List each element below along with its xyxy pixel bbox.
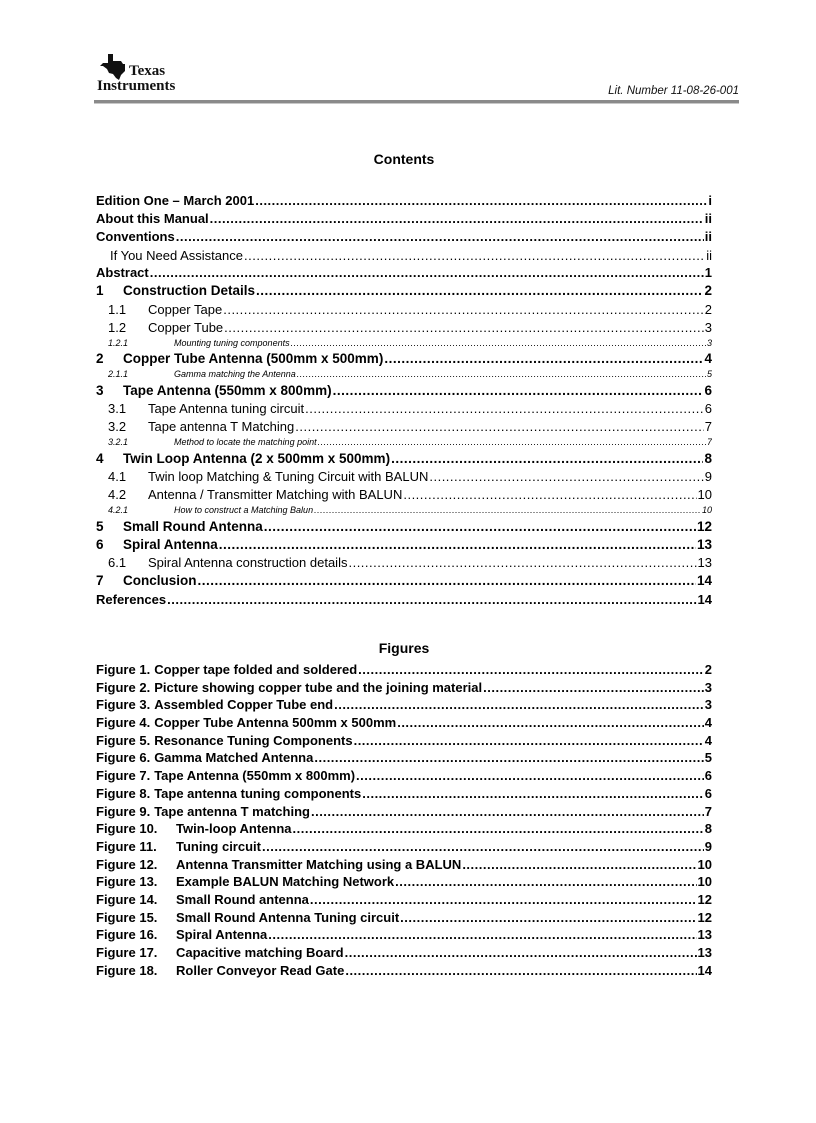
figure-entry-title: Copper tape folded and soldered <box>154 662 358 677</box>
figure-entry-number: Figure 4. <box>96 715 151 731</box>
toc-entry[interactable] <box>96 265 712 283</box>
toc-entry-title: Conclusion <box>123 573 197 589</box>
figure-leader-dots <box>400 910 696 925</box>
toc-entry-title: Copper Tube Antenna (500mm x 500mm) <box>123 351 384 367</box>
figure-entry[interactable] <box>96 697 712 715</box>
figure-entry-page: 13 <box>697 945 712 960</box>
figure-entry[interactable] <box>96 892 712 910</box>
toc-entry[interactable] <box>96 437 712 450</box>
figure-entry-title: Gamma Matched Antenna <box>154 750 314 766</box>
figure-leader-dots <box>262 839 704 854</box>
toc-entry-page: 6 <box>704 401 712 417</box>
toc-entry-page: ii <box>704 229 712 245</box>
toc-entry[interactable] <box>96 369 712 382</box>
toc-entry-title: About this Manual <box>96 211 209 227</box>
figure-entry-title: Spiral Antenna <box>176 927 268 943</box>
logo-text-texas: Texas <box>129 63 166 79</box>
figure-entry-page: 12 <box>697 891 712 907</box>
figure-entry-page: 6 <box>704 785 712 801</box>
figure-entry-number: Figure 18. <box>96 962 158 978</box>
toc-entry-number: 1 <box>96 283 104 299</box>
figure-entry-title: Example BALUN Matching Network <box>176 874 395 890</box>
toc-entry[interactable] <box>96 211 712 229</box>
toc-entry-title: Tape Antenna (550mm x 800mm) <box>123 382 332 398</box>
logo-text-instruments: Instruments <box>97 78 176 94</box>
toc-entry-number: 4.2 <box>108 487 127 503</box>
toc-leader-dots <box>244 248 705 263</box>
figure-entry-page: 4 <box>704 715 712 731</box>
figure-leader-dots <box>314 750 703 765</box>
figure-leader-dots <box>483 680 704 695</box>
lit-number: Lit. Number 11-08-26-001 <box>608 85 739 97</box>
toc-entry-number: 7 <box>96 573 104 589</box>
toc-entry-number: 5 <box>96 518 104 534</box>
toc-entry-title: Construction Details <box>123 283 256 299</box>
toc-entry-title: Tape antenna T Matching <box>148 419 295 435</box>
texas-instruments-logo <box>94 52 254 96</box>
figure-entry[interactable] <box>96 839 712 857</box>
toc-entry[interactable] <box>96 193 712 211</box>
toc-entry-page: 13 <box>696 536 712 552</box>
figure-entry-title: Roller Conveyor Read Gate <box>176 962 345 978</box>
toc-leader-dots <box>291 338 706 348</box>
toc-entry[interactable] <box>96 419 712 437</box>
figure-entry-page: 3 <box>704 697 712 713</box>
figure-entry-title: Small Round antenna <box>176 891 309 907</box>
toc-entry-number: 1.1 <box>108 301 127 317</box>
figure-leader-dots <box>293 821 704 836</box>
toc-entry[interactable] <box>96 555 712 573</box>
toc-leader-dots <box>210 211 704 226</box>
toc-entry-title: Method to locate the matching point <box>174 437 317 448</box>
figure-leader-dots <box>345 963 696 978</box>
toc-entry[interactable] <box>96 505 712 518</box>
figure-entry-title: Antenna Transmitter Matching using a BALUN <box>176 856 462 872</box>
toc-leader-dots <box>333 383 704 398</box>
toc-entry-number: 4.2.1 <box>108 505 129 516</box>
toc-leader-dots <box>384 351 703 366</box>
figure-entry-number: Figure 12. <box>96 856 158 872</box>
figure-entry-page: 3 <box>704 679 712 695</box>
figure-entry[interactable] <box>96 910 712 928</box>
figure-entry-page: 13 <box>697 927 712 943</box>
figure-entry[interactable] <box>96 927 712 945</box>
figure-entry-title: Tuning circuit <box>176 838 261 854</box>
toc-entry[interactable] <box>96 229 712 247</box>
figure-leader-dots <box>395 874 696 889</box>
toc-leader-dots <box>198 573 696 588</box>
toc-entry-title: Copper Tube <box>148 319 224 335</box>
toc-leader-dots <box>167 592 696 607</box>
toc-entry-page: ii <box>706 247 712 263</box>
toc-entry-number: 2.1.1 <box>108 369 129 380</box>
figure-leader-dots <box>310 892 697 907</box>
toc-entry-page: i <box>708 193 712 208</box>
toc-entry-page: 10 <box>701 505 712 516</box>
toc-entry[interactable] <box>96 248 712 266</box>
figure-entry-number: Figure 15. <box>96 909 158 925</box>
figure-entry[interactable] <box>96 963 712 981</box>
toc-leader-dots <box>348 555 696 570</box>
figure-entry-number: Figure 17. <box>96 945 158 960</box>
figure-entry-number: Figure 9. <box>96 803 151 819</box>
toc-leader-dots <box>429 469 703 484</box>
toc-leader-dots <box>314 505 701 515</box>
toc-entry-number: 2 <box>96 351 104 367</box>
toc-entry[interactable] <box>96 383 712 401</box>
figure-entry[interactable] <box>96 733 712 751</box>
toc-entry-page: ii <box>704 211 712 227</box>
figure-entry[interactable] <box>96 804 712 822</box>
toc-entry-number: 3 <box>96 382 104 398</box>
toc-entry-title: How to construct a Matching Balun <box>174 505 314 516</box>
toc-entry-title: Copper Tape <box>148 301 223 317</box>
toc-entry[interactable] <box>96 351 712 369</box>
figure-entry-page: 10 <box>697 856 712 872</box>
toc-entry-title: Twin Loop Antenna (2 x 500mm x 500mm) <box>123 450 391 466</box>
toc-entry-number: 3.2.1 <box>108 437 129 448</box>
figure-leader-dots <box>397 715 704 730</box>
toc-entry[interactable] <box>96 469 712 487</box>
figure-entry[interactable] <box>96 786 712 804</box>
figure-leader-dots <box>268 927 696 942</box>
figure-leader-dots <box>334 697 704 712</box>
toc-entry-page: 4 <box>704 351 712 367</box>
toc-entry-page: 7 <box>706 437 712 448</box>
figure-entry-page: 14 <box>697 962 712 978</box>
figure-entry[interactable] <box>96 715 712 733</box>
toc-entry[interactable] <box>96 592 712 610</box>
toc-entry-title: Spiral Antenna construction details <box>148 555 348 571</box>
toc-entry-page: 5 <box>706 369 712 380</box>
figure-leader-dots <box>462 857 696 872</box>
toc-leader-dots <box>256 283 703 298</box>
toc-entry-page: 8 <box>704 450 712 466</box>
toc-leader-dots <box>224 320 704 335</box>
figure-entry-title: Small Round Antenna Tuning circuit <box>176 909 400 925</box>
toc-entry-page: 14 <box>697 591 712 607</box>
toc-leader-dots <box>295 419 704 434</box>
figure-entry-page: 8 <box>704 821 712 837</box>
toc-entry-number: 4 <box>96 450 104 466</box>
figure-leader-dots <box>358 662 704 677</box>
toc-entry-title: Gamma matching the Antenna <box>174 369 296 380</box>
figure-entry[interactable] <box>96 750 712 768</box>
toc-entry-number: 3.1 <box>108 401 127 417</box>
figure-entry-page: 9 <box>704 838 712 854</box>
toc-entry-page: 12 <box>696 518 712 534</box>
toc-entry-title: Antenna / Transmitter Matching with BALUN <box>148 487 403 503</box>
toc-entry-page: 3 <box>706 337 712 348</box>
toc-leader-dots <box>297 369 706 379</box>
header-rule <box>94 100 739 104</box>
figure-leader-dots <box>354 733 704 748</box>
figure-entry-page: 12 <box>697 909 712 925</box>
toc-entry-page: 14 <box>696 573 712 589</box>
toc-entry-title: Mounting tuning components <box>174 337 290 348</box>
figure-entry-number: Figure 1. <box>96 662 151 677</box>
figure-leader-dots <box>345 945 697 960</box>
toc-entry-page: 1 <box>704 265 712 281</box>
toc-entry-number: 1.2 <box>108 319 127 335</box>
toc-entry[interactable] <box>96 487 712 505</box>
toc-entry-title: Edition One – March 2001 <box>96 193 255 208</box>
figure-entry[interactable] <box>96 945 712 963</box>
toc-entry-page: 10 <box>697 487 712 503</box>
toc-leader-dots <box>223 302 704 317</box>
toc-entry-page: 7 <box>704 419 712 435</box>
toc-leader-dots <box>150 265 704 280</box>
toc-leader-dots <box>176 229 704 244</box>
toc-leader-dots <box>305 401 704 416</box>
figure-entry-page: 5 <box>704 750 712 766</box>
figure-leader-dots <box>356 768 704 783</box>
toc-leader-dots <box>255 193 707 208</box>
toc-entry[interactable] <box>96 519 712 537</box>
toc-entry[interactable] <box>96 338 712 351</box>
figure-entry-page: 10 <box>697 874 712 890</box>
toc-leader-dots <box>318 437 706 447</box>
figures-title: Figures <box>378 640 430 656</box>
toc-entry-page: 3 <box>704 319 712 335</box>
figure-entry-title: Assembled Copper Tube end <box>154 697 334 713</box>
figure-entry[interactable] <box>96 857 712 875</box>
toc-entry[interactable] <box>96 537 712 555</box>
toc-entry-page: 2 <box>704 301 712 317</box>
figure-entry[interactable] <box>96 874 712 892</box>
toc-entry-title: References <box>96 591 167 607</box>
toc-entry[interactable] <box>96 283 712 301</box>
toc-leader-dots <box>264 519 696 534</box>
figure-leader-dots <box>311 804 704 819</box>
figure-entry-title: Tape antenna tuning components <box>154 785 362 801</box>
figure-entry-title: Twin-loop Antenna <box>176 821 292 837</box>
toc-leader-dots <box>391 451 703 466</box>
figure-entry[interactable] <box>96 662 712 680</box>
toc-entry-page: 9 <box>704 469 712 485</box>
figure-entry-number: Figure 8. <box>96 785 151 801</box>
figure-entry-number: Figure 14. <box>96 891 158 907</box>
toc-entry[interactable] <box>96 302 712 320</box>
toc-entry[interactable] <box>96 320 712 338</box>
figure-entry-number: Figure 3. <box>96 697 151 713</box>
toc-entry-number: 6.1 <box>108 555 127 571</box>
toc-entry-title: Conventions <box>96 229 175 245</box>
figure-entry-number: Figure 11. <box>96 838 157 854</box>
toc-entry-number: 1.2.1 <box>108 337 129 348</box>
toc-entry[interactable] <box>96 401 712 419</box>
figure-entry-page: 4 <box>704 732 712 748</box>
table-of-contents <box>96 193 712 610</box>
list-of-figures <box>96 662 712 980</box>
contents-title: Contents <box>373 151 435 167</box>
figure-leader-dots <box>362 786 704 801</box>
toc-entry[interactable] <box>96 451 712 469</box>
figure-entry-number: Figure 10. <box>96 821 158 837</box>
toc-entry-page: 6 <box>704 382 712 398</box>
toc-entry-page: 13 <box>697 555 712 571</box>
figure-entry-number: Figure 2. <box>96 679 151 695</box>
toc-entry-page: 2 <box>704 283 712 299</box>
toc-leader-dots <box>403 487 696 502</box>
toc-entry-number: 4.1 <box>108 469 127 485</box>
toc-leader-dots <box>219 537 696 552</box>
figure-entry-number: Figure 6. <box>96 750 151 766</box>
figure-entry-title: Tape antenna T matching <box>154 803 310 819</box>
figure-entry-title: Copper Tube Antenna 500mm x 500mm <box>154 715 397 731</box>
toc-entry[interactable] <box>96 573 712 591</box>
toc-entry-title: Twin loop Matching & Tuning Circuit with BALUN <box>148 469 429 485</box>
figure-entry-number: Figure 16. <box>96 927 158 943</box>
page-header <box>94 52 739 104</box>
figure-entry-number: Figure 13. <box>96 874 158 890</box>
toc-entry-number: 3.2 <box>108 419 127 435</box>
figure-entry-page: 7 <box>704 803 712 819</box>
toc-entry-title: If You Need Assistance <box>110 247 243 263</box>
figure-entry-title: Tape Antenna (550mm x 800mm) <box>154 768 356 784</box>
figure-entry-number: Figure 7. <box>96 768 151 784</box>
figure-entry-title: Capacitive matching Board <box>176 945 344 960</box>
figure-entry-number: Figure 5. <box>96 732 151 748</box>
toc-entry-title: Tape Antenna tuning circuit <box>148 401 305 417</box>
figure-entry-page: 6 <box>704 768 712 784</box>
figure-entry-title: Resonance Tuning Components <box>154 732 353 748</box>
toc-entry-number: 6 <box>96 536 104 552</box>
figure-entry[interactable] <box>96 768 712 786</box>
figure-entry-title: Picture showing copper tube and the joining material <box>154 679 483 695</box>
toc-entry-title: Spiral Antenna <box>123 536 218 552</box>
toc-entry-title: Abstract <box>96 265 149 281</box>
toc-entry-title: Small Round Antenna <box>123 518 263 534</box>
figure-entry-page: 2 <box>704 662 712 677</box>
figure-entry[interactable] <box>96 821 712 839</box>
figure-entry[interactable] <box>96 680 712 698</box>
